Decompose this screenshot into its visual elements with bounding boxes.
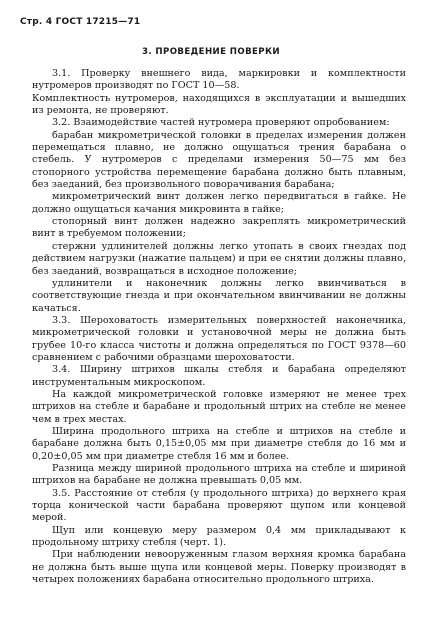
paragraph-3-4: 3.4. Ширину штрихов шкалы стебля и барабана определяют инструментальным микроскопом. [32,364,406,388]
paragraph: При наблюдении невооруженным глазом верхняя кромка барабана не должна быть выше щупа или концевой меры. Поверку производят в четырех положениях барабана относительно продольного штриха. [32,549,406,586]
paragraph-3-2: 3.2. Взаимодействие частей нутромера проверяют опробованием: [52,117,390,129]
page-header: Стр. 4 ГОСТ 17215—71 [20,17,141,27]
paragraph-3-5: 3.5. Расстояние от стебля (у продольного штриха) до верхнего края торца конической части барабана проверяют щупом или концевой мерой. [32,487,406,524]
paragraph: Щуп или концевую меру размером 0,4 мм прикладывают к продольному штриху стебля (черт. 1). [32,524,406,549]
paragraph: Разница между шириной продольного штриха на стебле и шириной штрихов на барабане не должна превышать 0,05 мм. [32,463,406,487]
paragraph: микрометрический винт должен легко передвигаться в гайке. Не должно ощущаться качания микровинта в гайке; [32,191,406,215]
paragraph-3-3: 3.3. Шероховатость измерительных поверхностей наконечника, микрометрической головки и установочной меры не должна быть грубее 10-го класса чистоты и должна определяться по ГОСТ 9378—60 сравнением с рабочими образцами шероховатости. [32,314,406,363]
paragraph: На каждой микрометрической головке измеряют не менее трех штрихов на стебле и барабане и продольный штрих на стебле не менее чем в трех местах. [32,388,406,425]
document-body [32,68,406,586]
paragraph: удлинители и наконечник должны легко ввинчиваться в соответствующие гнезда и при окончательном ввинчивании не должны качаться. [32,277,406,314]
paragraph: Комплектность нутромеров, находящихся в эксплуатации и вышедших из ремонта, не проверяют. [32,92,406,117]
section-title: 3. ПРОВЕДЕНИЕ ПОВЕРКИ [141,47,281,57]
paragraph-3-1: 3.1. Проверку внешнего вида, маркировки и комплектности нутромеров производят по ГОСТ 10—58. [32,68,406,92]
paragraph: Ширина продольного штриха на стебле и штрихов на стебле и барабане должна быть 0,15±0,05 мм при диаметре стебля до 16 мм и 0,20±0,05 мм при диаметре стебля 16 мм и более. [32,425,406,462]
paragraph: стопорный винт должен надежно закреплять микрометрический винт в требуемом положении; [32,216,406,240]
paragraph: барабан микрометрической головки в пределах измерения должен перемещаться плавно, не должно ощущаться трения барабана о стебель. У нутромеров с пределами измерения 50—75 мм без стопорного устройства перемещение барабана должно быть плавным, без заеданий, без произвольного поворачивания барабана; [32,129,406,191]
paragraph: стержни удлинителей должны легко утопать в своих гнездах под действием нагрузки (нажатие пальцем) и при ее снятии должны плавно, без заеданий, возвращаться в исходное положение; [32,240,406,277]
